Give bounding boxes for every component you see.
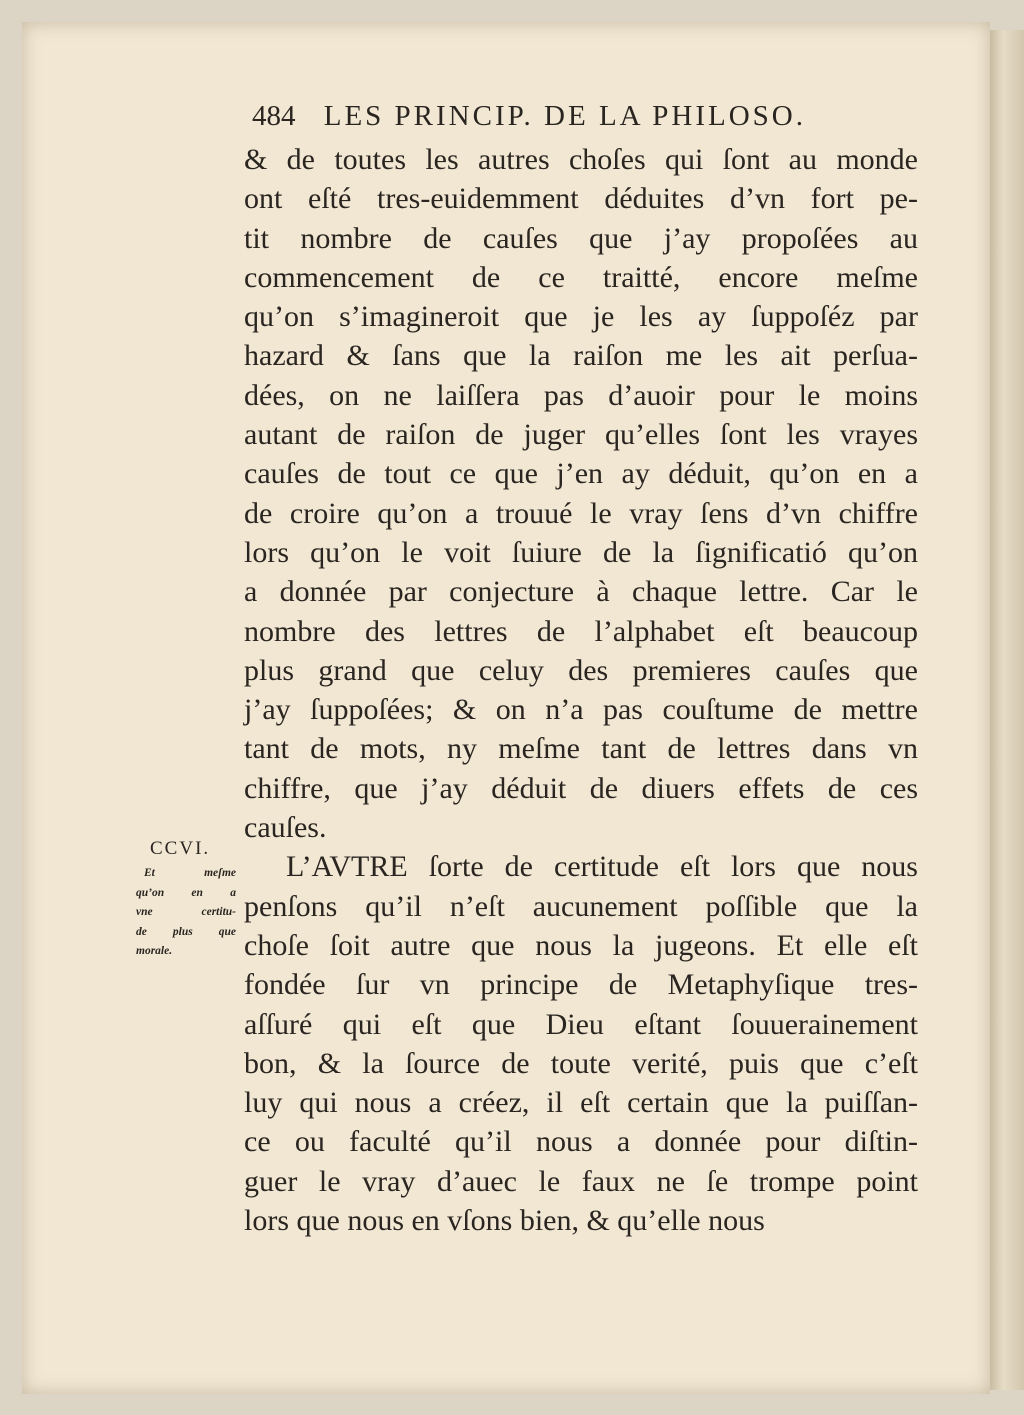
- text-line: cauſes de tout ce que j’en ay déduit, qu’on en a: [244, 457, 918, 491]
- text-line: L’AVTRE ſorte de certitude eſt lors que nous: [286, 850, 918, 884]
- text-line: autant de raiſon de juger qu’elles ſont les vrayes: [244, 418, 918, 452]
- text-line: j’ay ſuppoſées; & on n’a pas couſtume de mettre: [244, 693, 918, 727]
- margin-note-gloss: [136, 864, 236, 962]
- text-line: a donnée par conjecture à chaque lettre. Car le: [244, 575, 918, 609]
- page-number: 484: [252, 100, 296, 132]
- text-line: lors qu’on le voit ſuiure de la ſignificatió qu’on: [244, 535, 918, 569]
- margin-gloss-line: qu’on en a: [136, 886, 236, 899]
- page-edge: [990, 30, 1024, 1390]
- text-line: de croire qu’on a trouué le vray ſens d’vn chiffre: [244, 496, 918, 530]
- text-line: dées, on ne laiſſera pas d’auoir pour le moins: [244, 378, 918, 412]
- text-line: & de toutes les autres choſes qui ſont au monde: [244, 143, 918, 176]
- body-text: [244, 140, 918, 1240]
- text-line: penſons qu’il n’eſt aucunement poſſible que la: [244, 889, 918, 923]
- text-line: aſſuré qui eſt que Dieu eſtant ſouuerainement: [244, 1007, 918, 1041]
- running-head-title: LES PRINCIP. DE LA PHILOSO.: [323, 100, 806, 132]
- text-line: plus grand que celuy des premieres cauſes que: [244, 653, 918, 687]
- margin-note: [136, 838, 236, 962]
- text-line: tit nombre de cauſes que j’ay propoſées au: [244, 221, 918, 255]
- text-line: nombre des lettres de l’alphabet eſt beaucoup: [244, 614, 918, 648]
- text-line: chiffre, que j’ay déduit de diuers effets de ces: [244, 771, 918, 805]
- text-line: tant de mots, ny meſme tant de lettres dans vn: [244, 732, 918, 766]
- margin-gloss-line: vne certitu-: [136, 906, 236, 918]
- text-line: guer le vray d’auec le faux ne ſe trompe point: [244, 1164, 918, 1198]
- text-line: ont eſté tres-euidemment déduites d’vn fort pe-: [244, 182, 918, 216]
- text-line: ce ou faculté qu’il nous a donnée pour diſtin-: [244, 1125, 918, 1159]
- text-line: commencement de ce traitté, encore meſme: [244, 260, 918, 294]
- text-line: lors que nous en vſons bien, & qu’elle nous: [244, 1204, 765, 1238]
- margin-gloss-line: de plus que: [136, 925, 236, 938]
- text-line: fondée ſur vn principe de Metaphyſique tres-: [244, 968, 918, 1002]
- text-line: choſe ſoit autre que nous la jugeons. Et elle eſt: [244, 928, 918, 962]
- text-line: luy qui nous a créez, il eſt certain que la puiſſan-: [244, 1086, 918, 1120]
- margin-note-number: CCVI.: [150, 838, 211, 859]
- margin-gloss-line: morale.: [136, 945, 173, 957]
- text-line: bon, & la ſource de toute verité, puis que c’eſt: [244, 1046, 918, 1080]
- text-line: hazard & ſans que la raiſon me les ait perſua-: [244, 339, 918, 373]
- text-line: qu’on s’imagineroit que je les ay ſuppoſéz par: [244, 300, 918, 334]
- margin-gloss-line: Et meſme: [144, 867, 236, 879]
- text-line: cauſes.: [244, 811, 327, 845]
- running-header: [252, 100, 917, 140]
